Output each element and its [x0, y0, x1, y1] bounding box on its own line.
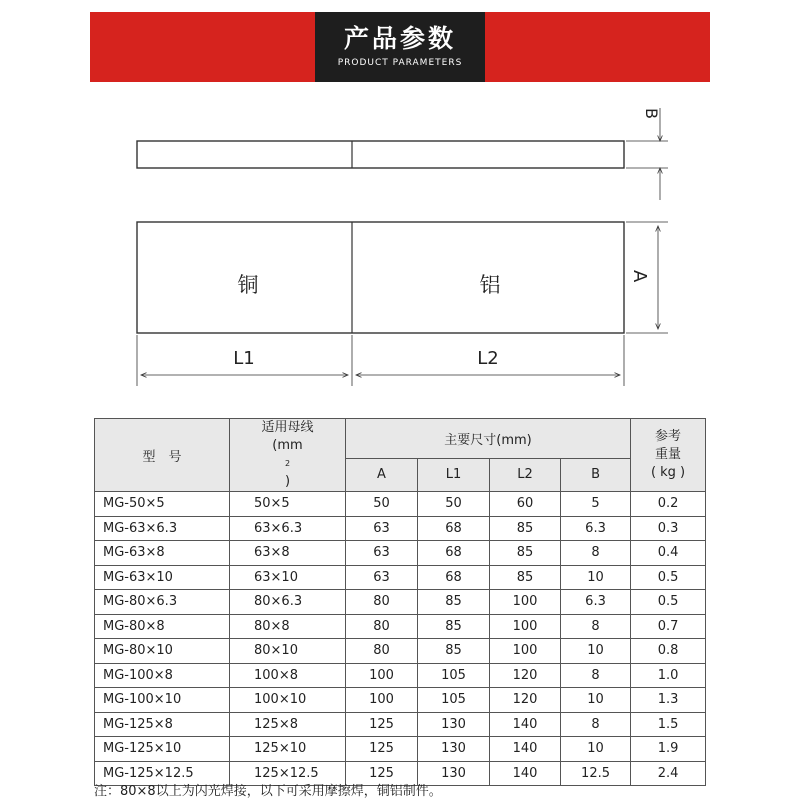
cell-busbar: 125×8 [230, 712, 346, 737]
cell-model: MG-125×12.5 [95, 761, 230, 786]
cell-A: 125 [346, 761, 418, 786]
table-row [95, 663, 706, 688]
spec-table-body [95, 492, 706, 786]
cell-B: 6.3 [561, 516, 631, 541]
cell-A: 125 [346, 737, 418, 762]
col-header-B: B [561, 458, 631, 491]
cell-L2: 85 [490, 565, 561, 590]
cell-L1: 105 [418, 688, 490, 713]
table-row [95, 565, 706, 590]
cell-busbar: 80×8 [230, 614, 346, 639]
dim-L1-label: L1 [233, 348, 255, 369]
dim-A-label: A [629, 270, 650, 283]
cell-A: 63 [346, 541, 418, 566]
col-header-L1: L1 [418, 458, 490, 491]
cell-L1: 130 [418, 761, 490, 786]
cell-busbar: 125×12.5 [230, 761, 346, 786]
cell-weight: 0.7 [631, 614, 706, 639]
col-header-busbar-line1: 适用母线 [261, 420, 314, 435]
cell-L2: 140 [490, 737, 561, 762]
cell-busbar: 125×10 [230, 737, 346, 762]
col-header-main-dims: 主要尺寸(mm) [346, 419, 631, 459]
cell-L1: 130 [418, 737, 490, 762]
cell-model: MG-100×8 [95, 663, 230, 688]
cell-A: 50 [346, 492, 418, 517]
cell-L1: 68 [418, 541, 490, 566]
table-row [95, 712, 706, 737]
table-row [95, 737, 706, 762]
aluminum-label: 铝 [479, 273, 501, 297]
cell-A: 80 [346, 639, 418, 664]
cell-L2: 85 [490, 516, 561, 541]
cell-B: 10 [561, 688, 631, 713]
cell-L2: 120 [490, 688, 561, 713]
cell-model: MG-80×6.3 [95, 590, 230, 615]
cell-weight: 1.0 [631, 663, 706, 688]
cell-A: 100 [346, 688, 418, 713]
cell-B: 6.3 [561, 590, 631, 615]
cell-L2: 120 [490, 663, 561, 688]
side-view-bar [137, 141, 624, 168]
cell-A: 80 [346, 614, 418, 639]
col-header-model: 型 号 [95, 419, 230, 492]
cell-B: 10 [561, 565, 631, 590]
cell-busbar: 50×5 [230, 492, 346, 517]
cell-busbar: 80×10 [230, 639, 346, 664]
col-header-L2: L2 [490, 458, 561, 491]
cell-busbar: 100×10 [230, 688, 346, 713]
cell-L2: 100 [490, 590, 561, 615]
cell-busbar: 63×8 [230, 541, 346, 566]
cell-A: 63 [346, 565, 418, 590]
cell-A: 125 [346, 712, 418, 737]
cell-weight: 1.9 [631, 737, 706, 762]
col-header-A: A [346, 458, 418, 491]
cell-model: MG-63×10 [95, 565, 230, 590]
cell-weight: 2.4 [631, 761, 706, 786]
cell-model: MG-125×8 [95, 712, 230, 737]
cell-weight: 0.2 [631, 492, 706, 517]
cell-L2: 140 [490, 712, 561, 737]
cell-busbar: 63×10 [230, 565, 346, 590]
cell-model: MG-80×10 [95, 639, 230, 664]
spec-table [94, 418, 706, 786]
table-row [95, 492, 706, 517]
cell-L1: 50 [418, 492, 490, 517]
cell-B: 12.5 [561, 761, 631, 786]
dim-L2-label: L2 [477, 348, 499, 369]
col-header-busbar [230, 419, 346, 492]
cell-L1: 68 [418, 565, 490, 590]
cell-B: 8 [561, 712, 631, 737]
cell-L1: 68 [418, 516, 490, 541]
cell-model: MG-50×5 [95, 492, 230, 517]
cell-model: MG-63×8 [95, 541, 230, 566]
cell-L1: 130 [418, 712, 490, 737]
cell-model: MG-100×10 [95, 688, 230, 713]
cell-B: 8 [561, 541, 631, 566]
col-header-busbar-unit: (mm 2 ) [272, 438, 303, 489]
cell-L1: 85 [418, 614, 490, 639]
cell-busbar: 63×6.3 [230, 516, 346, 541]
cell-model: MG-80×8 [95, 614, 230, 639]
cell-weight: 0.8 [631, 639, 706, 664]
cell-L2: 85 [490, 541, 561, 566]
cell-A: 100 [346, 663, 418, 688]
cell-L2: 100 [490, 639, 561, 664]
plate-view [137, 222, 624, 333]
cell-A: 80 [346, 590, 418, 615]
col-header-weight: 参考 重量 ( kg ) [631, 419, 706, 492]
table-row [95, 614, 706, 639]
table-row [95, 590, 706, 615]
cell-B: 8 [561, 614, 631, 639]
cell-L2: 60 [490, 492, 561, 517]
footnote: 注：80×8以上为闪光焊接，以下可采用摩擦焊，铜铝制件。 [94, 784, 442, 799]
cell-A: 63 [346, 516, 418, 541]
cell-L1: 85 [418, 639, 490, 664]
cell-busbar: 80×6.3 [230, 590, 346, 615]
cell-weight: 1.5 [631, 712, 706, 737]
cell-L2: 100 [490, 614, 561, 639]
table-row [95, 639, 706, 664]
cell-L1: 85 [418, 590, 490, 615]
copper-label: 铜 [237, 273, 259, 297]
cell-weight: 0.4 [631, 541, 706, 566]
table-row [95, 541, 706, 566]
cell-model: MG-63×6.3 [95, 516, 230, 541]
cell-B: 5 [561, 492, 631, 517]
cell-B: 10 [561, 639, 631, 664]
cell-weight: 0.5 [631, 590, 706, 615]
cell-weight: 1.3 [631, 688, 706, 713]
cell-B: 8 [561, 663, 631, 688]
cell-L2: 140 [490, 761, 561, 786]
cell-model: MG-125×10 [95, 737, 230, 762]
table-row [95, 516, 706, 541]
table-row [95, 688, 706, 713]
cell-weight: 0.5 [631, 565, 706, 590]
header-title-en: PRODUCT PARAMETERS [337, 58, 463, 68]
cell-B: 10 [561, 737, 631, 762]
header-title-cn: 产品参数 [343, 24, 456, 53]
cell-busbar: 100×8 [230, 663, 346, 688]
cell-weight: 0.3 [631, 516, 706, 541]
cell-L1: 105 [418, 663, 490, 688]
dim-B-label: B [642, 108, 661, 119]
